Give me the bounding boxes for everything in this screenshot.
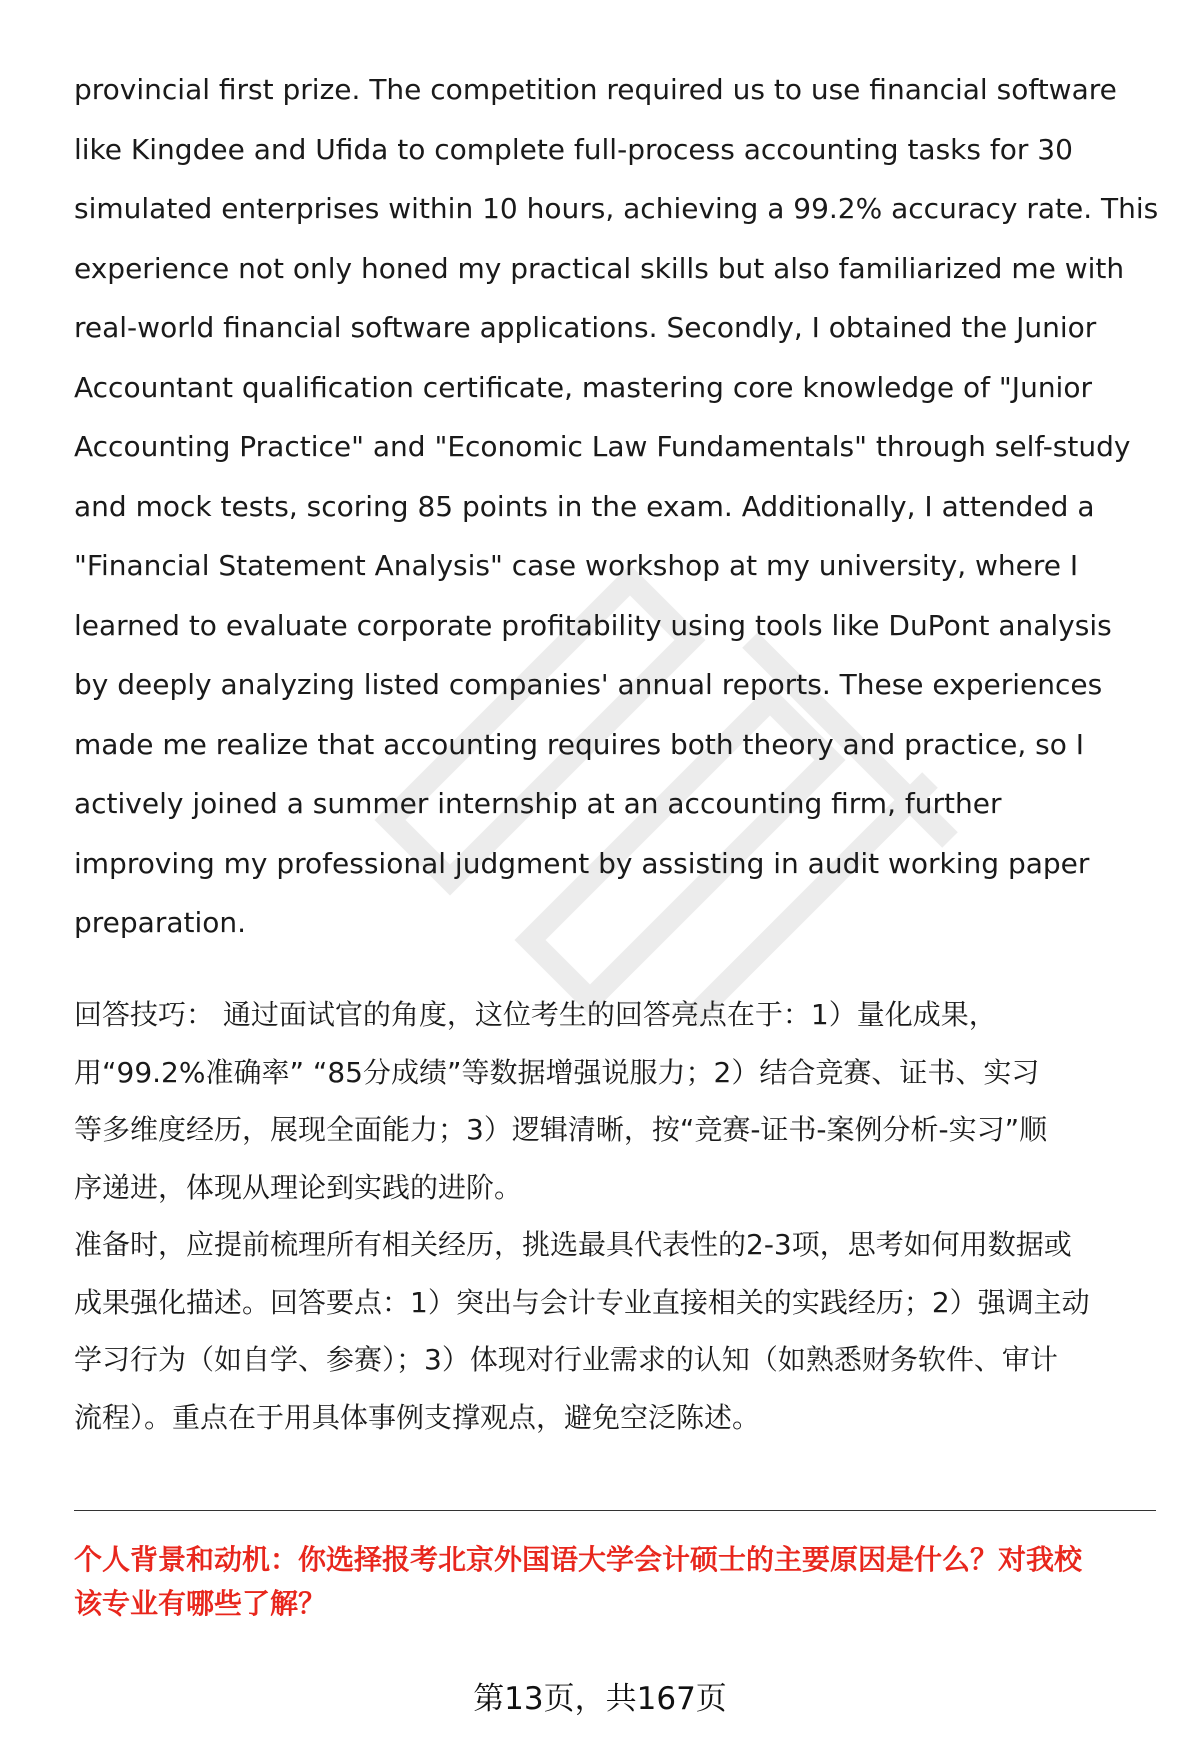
answer-line: Accounting Practice" and "Economic Law Fundamentals" through self-study xyxy=(74,430,1131,463)
answer-line: provincial first prize. The competition required us to use financial software xyxy=(74,73,1117,106)
answer-line: like Kingdee and Ufida to complete full-process accounting tasks for 30 xyxy=(74,132,1073,166)
answer-line: actively joined a summer internship at an accounting firm, further xyxy=(74,787,1002,820)
tips-line: 流程）。重点在于用具体事例支撑观点，避免空泛陈述。 xyxy=(74,1400,761,1434)
answer-line: preparation. xyxy=(74,906,247,939)
answer-line: made me realize that accounting requires both theory and practice, so I xyxy=(74,727,1085,761)
answer-line: learned to evaluate corporate profitability using tools like DuPont analysis xyxy=(74,608,1112,642)
answer-line: experience not only honed my practical skills but also familiarized me with xyxy=(74,251,1125,285)
answer-line: "Financial Statement Analysis" case workshop at my university, where I xyxy=(74,549,1079,582)
tips-line: 成果强化描述。回答要点：1）突出与会计专业直接相关的实践经历；2）强调主动 xyxy=(74,1285,1090,1319)
answer-tips-section xyxy=(74,986,1154,1446)
section-divider xyxy=(74,1510,1156,1511)
answer-line: Accountant qualification certificate, mastering core knowledge of "Junior xyxy=(74,370,1092,404)
tips-line: 等多维度经历，展现全面能力；3）逻辑清晰，按“竞赛-证书-案例分析-实习”顺 xyxy=(74,1113,1048,1146)
tips-line: 准备时，应提前梳理所有相关经历，挑选最具代表性的2-3项，思考如何用数据或 xyxy=(74,1228,1072,1261)
answer-line: improving my professional judgment by assisting in audit working paper xyxy=(74,846,1090,880)
question-line: 个人背景和动机：你选择报考北京外国语大学会计硕士的主要原因是什么？对我校 xyxy=(74,1543,1083,1576)
answer-paragraph xyxy=(74,60,1159,953)
question-line: 该专业有哪些了解？ xyxy=(74,1587,327,1620)
tips-line: 学习行为（如自学、参赛）；3）体现对行业需求的认知（如熟悉财务软件、审计 xyxy=(74,1343,1058,1376)
tips-line: 序递进，体现从理论到实践的进阶。 xyxy=(74,1170,523,1204)
next-question-heading xyxy=(74,1538,1164,1626)
answer-line: and mock tests, scoring 85 points in the exam. Additionally, I attended a xyxy=(74,489,1095,523)
tips-line: 回答技巧： 通过面试官的角度，这位考生的回答亮点在于：1）量化成果， xyxy=(74,998,997,1031)
tips-line: 用“99.2%准确率” “85分成绩”等数据增强说服力；2）结合竞赛、证书、实习 xyxy=(74,1055,1040,1089)
answer-line: simulated enterprises within 10 hours, achieving a 99.2% accuracy rate. This xyxy=(74,192,1159,225)
answer-line: by deeply analyzing listed companies' annual reports. These experiences xyxy=(74,668,1103,701)
answer-tips-paragraph xyxy=(74,986,1154,1446)
answer-section xyxy=(74,60,1159,953)
page-number-footer: 第13页，共167页 xyxy=(473,1681,727,1717)
answer-line: real-world financial software applications. Secondly, I obtained the Junior xyxy=(74,311,1097,344)
